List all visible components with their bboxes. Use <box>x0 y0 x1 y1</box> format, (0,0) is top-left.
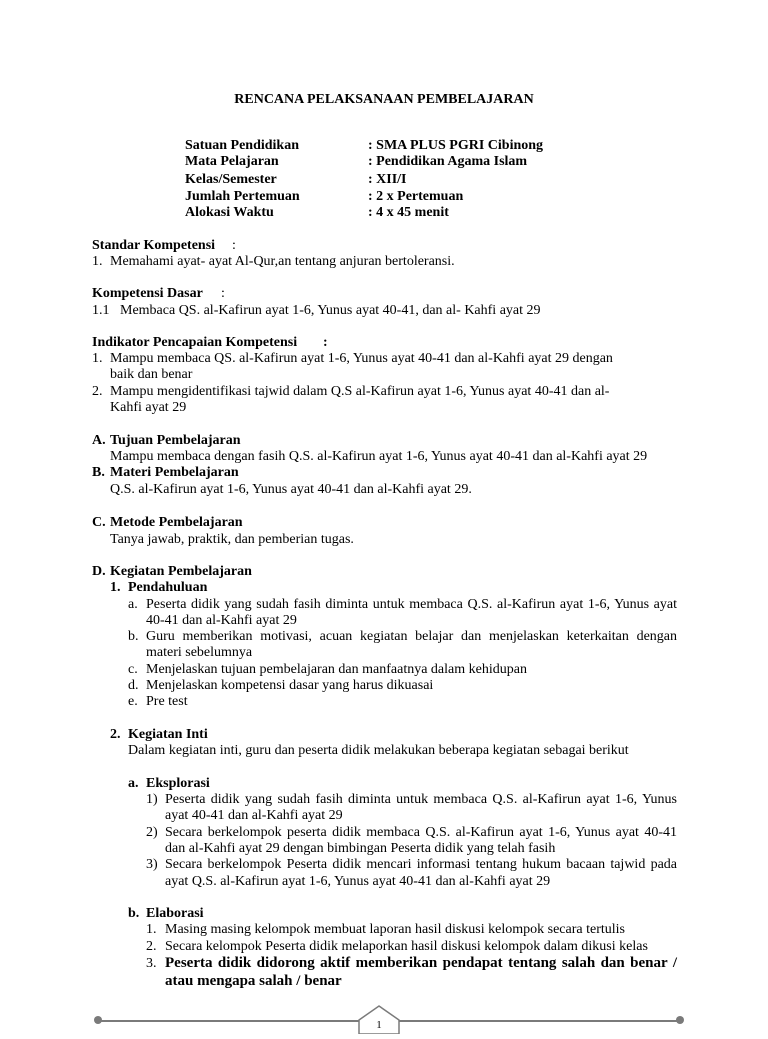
indikator-item-2-line2: Kahfi ayat 29 <box>110 400 187 415</box>
indikator-item-1-num: 1. <box>92 351 103 366</box>
pendahuluan-item-c-mark: c. <box>128 662 138 677</box>
page-number-badge <box>358 1004 400 1034</box>
document-title: RENCANA PELAKSANAAN PEMBELAJARAN <box>234 92 534 107</box>
metode-heading: Metode Pembelajaran <box>110 515 243 530</box>
identity-value-mapel: : Pendidikan Agama Islam <box>368 154 528 169</box>
kegiatan-letter: D. <box>92 564 106 579</box>
identity-label-kelas: Kelas/Semester <box>185 172 277 187</box>
materi-heading: Materi Pembelajaran <box>110 465 239 480</box>
eksplorasi-item-1-line2: ayat 40-41 dan al-Kahfi ayat 29 <box>165 808 343 823</box>
kd-item-num: 1.1 <box>92 303 110 318</box>
identity-value-satuan: : SMA PLUS PGRI Cibinong <box>368 138 544 153</box>
identity-label-pertemuan: Jumlah Pertemuan <box>185 189 300 204</box>
identity-label-satuan: Satuan Pendidikan <box>185 138 299 153</box>
elaborasi-item-1-mark: 1. <box>146 922 157 937</box>
identity-label-alokasi: Alokasi Waktu <box>185 205 274 220</box>
eksplorasi-heading: Eksplorasi <box>146 776 210 791</box>
indikator-heading: Indikator Pencapaian Kompetensi <box>92 335 298 350</box>
elaborasi-item-3-line1: Peserta didik didorong aktif memberikan pendapat tentang salah dan benar / <box>165 955 677 971</box>
eksplorasi-item-2-mark: 2) <box>146 825 158 840</box>
kegiatan-heading: Kegiatan Pembelajaran <box>110 564 252 579</box>
metode-letter: C. <box>92 515 106 530</box>
kd-item-text: Membaca QS. al-Kafirun ayat 1-6, Yunus ayat 40-41, dan al- Kahfi ayat 29 <box>120 303 541 318</box>
pendahuluan-heading: Pendahuluan <box>128 580 208 595</box>
inti-heading: Kegiatan Inti <box>128 727 208 742</box>
eksplorasi-item-3-line1: Secara berkelompok Peserta didik mencari informasi tentang hukum bacaan tajwid pada <box>165 857 677 872</box>
indikator-item-2-line1: Mampu mengidentifikasi tajwid dalam Q.S al-Kafirun ayat 1-6, Yunus ayat 40-41 dan al- <box>110 384 610 399</box>
kd-colon: : <box>221 286 225 301</box>
pendahuluan-item-a-line1: Peserta didik yang sudah fasih diminta untuk membaca Q.S. al-Kafirun ayat 1-6, Yunus ayat <box>146 597 677 612</box>
indikator-item-2-num: 2. <box>92 384 103 399</box>
elaborasi-item-2-line1: Secara kelompok Peserta didik melaporkan hasil diskusi kelompok dalam dikusi kelas <box>165 939 648 954</box>
pendahuluan-item-b-line1: Guru memberikan motivasi, acuan kegiatan belajar dan menjelaskan keterkaitan dengan <box>146 629 677 644</box>
indikator-colon: : <box>323 335 328 350</box>
page-number: 1 <box>376 1019 382 1031</box>
elaborasi-mark: b. <box>128 906 140 921</box>
identity-value-alokasi: : 4 x 45 menit <box>368 205 449 220</box>
standar-item-text: Memahami ayat- ayat Al-Qur,an tentang anjuran bertoleransi. <box>110 254 455 269</box>
eksplorasi-item-1-line1: Peserta didik yang sudah fasih diminta untuk membaca Q.S. al-Kafirun ayat 1-6, Yunus <box>165 792 677 807</box>
materi-text: Q.S. al-Kafirun ayat 1-6, Yunus ayat 40-41 dan al-Kahfi ayat 29. <box>110 482 472 497</box>
standar-item-num: 1. <box>92 254 103 269</box>
pendahuluan-item-c-line1: Menjelaskan tujuan pembelajaran dan manfaatnya dalam kehidupan <box>146 662 527 677</box>
footer-rule-right-dot <box>676 1016 684 1024</box>
metode-text: Tanya jawab, praktik, dan pemberian tugas. <box>110 532 354 547</box>
tujuan-text: Mampu membaca dengan fasih Q.S. al-Kafirun ayat 1-6, Yunus ayat 40-41 dan al-Kahfi ayat 29 <box>110 449 648 464</box>
pendahuluan-item-e-mark: e. <box>128 694 138 709</box>
indikator-item-1-line1: Mampu membaca QS. al-Kafirun ayat 1-6, Yunus ayat 40-41 dan al-Kahfi ayat 29 dengan <box>110 351 613 366</box>
pendahuluan-num: 1. <box>110 580 121 595</box>
pendahuluan-item-e-line1: Pre test <box>146 694 188 709</box>
pendahuluan-item-b-line2: materi sebelumnya <box>146 645 253 660</box>
identity-value-pertemuan: : 2 x Pertemuan <box>368 189 464 204</box>
inti-num: 2. <box>110 727 121 742</box>
pendahuluan-item-a-mark: a. <box>128 597 138 612</box>
pendahuluan-item-d-mark: d. <box>128 678 139 693</box>
elaborasi-heading: Elaborasi <box>146 906 204 921</box>
kd-heading: Kompetensi Dasar <box>92 286 203 301</box>
elaborasi-item-1-line1: Masing masing kelompok membuat laporan hasil diskusi kelompok secara tertulis <box>165 922 625 937</box>
eksplorasi-item-3-line2: ayat Q.S. al-Kafirun ayat 1-6, Yunus ayat 40-41 dan al-Kahfi ayat 29 <box>165 874 551 889</box>
footer-rule-left-dot <box>94 1016 102 1024</box>
pendahuluan-item-a-line2: 40-41 dan al-Kahfi ayat 29 <box>146 613 297 628</box>
elaborasi-item-3-line2: atau mengapa salah / benar <box>165 973 342 989</box>
eksplorasi-item-2-line1: Secara berkelompok peserta didik membaca Q.S. al-Kafirun ayat 1-6, Yunus ayat 40-41 <box>165 825 677 840</box>
identity-label-mapel: Mata Pelajaran <box>185 154 279 169</box>
inti-intro: Dalam kegiatan inti, guru dan peserta didik melakukan beberapa kegiatan sebagai berikut <box>128 743 629 758</box>
pendahuluan-item-d-line1: Menjelaskan kompetensi dasar yang harus dikuasai <box>146 678 434 693</box>
identity-value-kelas: : XII/I <box>368 172 407 187</box>
eksplorasi-mark: a. <box>128 776 139 791</box>
tujuan-letter: A. <box>92 433 106 448</box>
eksplorasi-item-3-mark: 3) <box>146 857 158 872</box>
eksplorasi-item-2-line2: dan al-Kahfi ayat 29 dengan bimbingan Peserta didik yang telah fasih <box>165 841 556 856</box>
elaborasi-item-2-mark: 2. <box>146 939 157 954</box>
materi-letter: B. <box>92 465 105 480</box>
tujuan-heading: Tujuan Pembelajaran <box>110 433 241 448</box>
indikator-item-1-line2: baik dan benar <box>110 367 193 382</box>
eksplorasi-item-1-mark: 1) <box>146 792 158 807</box>
standar-colon: : <box>232 238 236 253</box>
pendahuluan-item-b-mark: b. <box>128 629 139 644</box>
elaborasi-item-3-mark: 3. <box>146 956 157 971</box>
standar-heading: Standar Kompetensi <box>92 238 216 253</box>
